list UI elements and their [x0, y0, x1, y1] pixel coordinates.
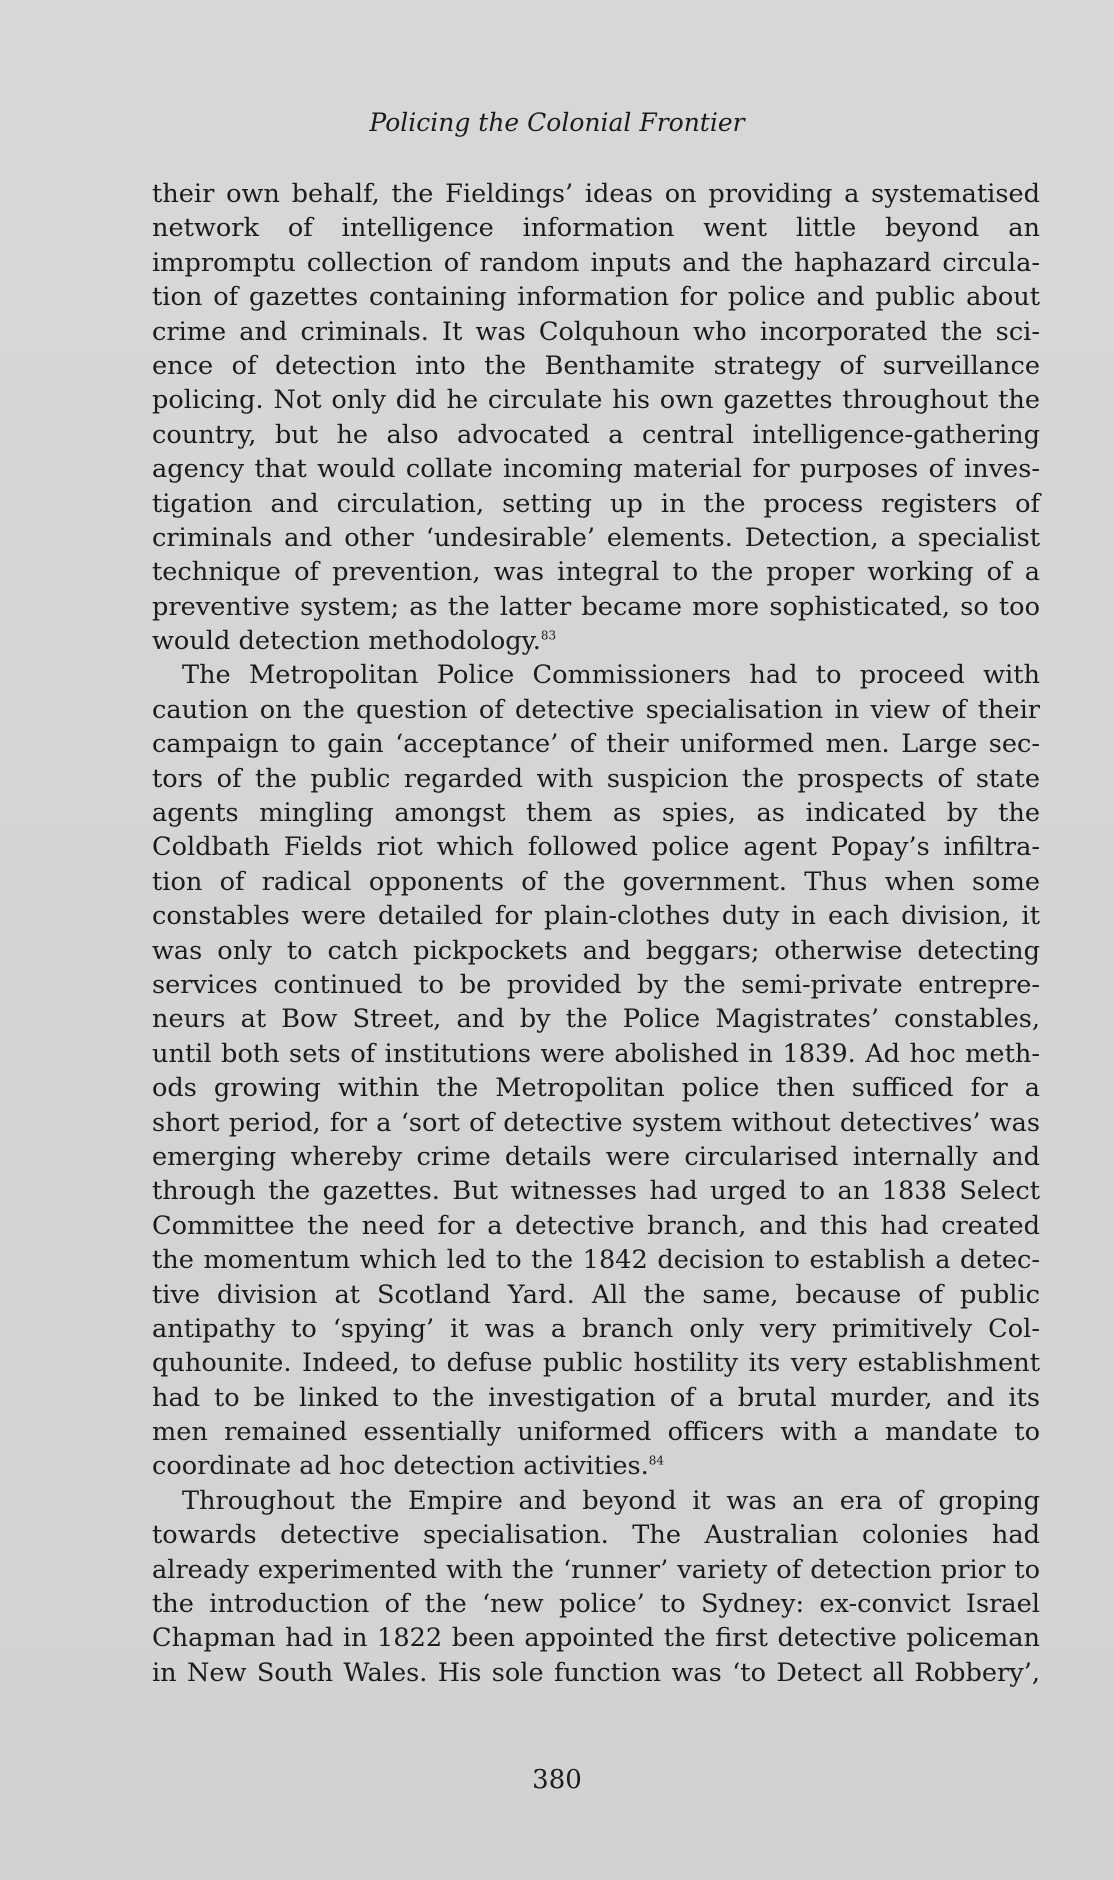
paragraph-3 [152, 1484, 1040, 1690]
text-line: was only to catch pickpockets and beggars; otherwise detecting [152, 935, 1040, 966]
text-line: already experimented with the ‘runner’ variety of detection prior to [152, 1554, 1040, 1585]
text-line: country, but he also advocated a central intelligence-gathering [152, 419, 1040, 450]
text-line: impromptu collection of random inputs and the haphazard circula- [152, 247, 1040, 278]
text-line: caution on the question of detective specialisation in view of their [152, 694, 1040, 725]
text-line: the introduction of the ‘new police’ to Sydney: ex-convict Israel [152, 1589, 1040, 1620]
text-line: services continued to be provided by the semi-private entrepre- [152, 969, 1040, 1000]
footnote-marker[interactable]: 84 [648, 1453, 665, 1468]
text-line: tion of gazettes containing information for police and public about [152, 282, 1040, 313]
text-line-last [152, 1449, 1040, 1483]
text-line: tors of the public regarded with suspicion the prospects of state [152, 763, 1040, 794]
text-line: campaign to gain ‘acceptance’ of their uniformed men. Large sec- [152, 729, 1040, 760]
text-line: crime and criminals. It was Colquhoun who incorporated the sci- [152, 316, 1040, 347]
text-line-first: The Metropolitan Police Commissioners had to proceed with [182, 660, 1040, 691]
text-line: towards detective specialisation. The Australian colonies had [152, 1520, 1040, 1551]
page-number: 380 [532, 1765, 582, 1795]
text-line: had to be linked to the investigation of a brutal murder, and its [152, 1382, 1040, 1413]
text-line: the momentum which led to the 1842 decision to establish a detec- [152, 1245, 1040, 1276]
text-line: Chapman had in 1822 been appointed the first detective policeman [152, 1623, 1040, 1654]
paragraph-1 [152, 177, 1040, 658]
text-line-content: would detection methodology. [152, 626, 541, 657]
text-line: preventive system; as the latter became more sophisticated, so too [152, 591, 1040, 622]
text-line: tive division at Scotland Yard. All the same, because of public [152, 1279, 1040, 1310]
text-line: Committee the need for a detective branch, and this had created [152, 1210, 1040, 1241]
text-line: emerging whereby crime details were circularised internally and [152, 1141, 1040, 1172]
text-line: antipathy to ‘spying’ it was a branch only very primitively Col- [152, 1313, 1040, 1344]
text-line: agency that would collate incoming material for purposes of inves- [152, 454, 1040, 485]
text-line: agents mingling amongst them as spies, as indicated by the [152, 798, 1040, 829]
text-line-content: coordinate ad hoc detection activities. [152, 1451, 649, 1482]
text-line: until both sets of institutions were abolished in 1839. Ad hoc meth- [152, 1038, 1040, 1069]
text-line: ods growing within the Metropolitan police then sufficed for a [152, 1073, 1040, 1104]
text-line: policing. Not only did he circulate his own gazettes throughout the [152, 385, 1040, 416]
text-line: criminals and other ‘undesirable’ elements. Detection, a specialist [152, 522, 1040, 553]
text-line: ence of detection into the Benthamite strategy of surveillance [152, 350, 1040, 381]
text-line: tion of radical opponents of the government. Thus when some [152, 866, 1040, 897]
text-line: tigation and circulation, setting up in the process registers of [152, 488, 1040, 519]
text-line: men remained essentially uniformed officers with a mandate to [152, 1417, 1040, 1448]
body-text [152, 177, 1040, 1690]
footnote-marker[interactable]: 83 [540, 628, 557, 643]
paragraph-2 [152, 658, 1040, 1483]
text-line: network of intelligence information went little beyond an [152, 213, 1040, 244]
text-line: in New South Wales. His sole function was ‘to Detect all Robbery’, [152, 1657, 1040, 1688]
text-line-first: Throughout the Empire and beyond it was an era of groping [182, 1485, 1040, 1516]
text-line: their own behalf, the Fieldings’ ideas on providing a systematised [152, 179, 1040, 209]
text-line: quhounite. Indeed, to defuse public hostility its very establishment [152, 1348, 1040, 1379]
running-head: Policing the Colonial Frontier [369, 108, 745, 137]
text-line: technique of prevention, was integral to the proper working of a [152, 557, 1040, 588]
text-line: neurs at Bow Street, and by the Police Magistrates’ constables, [152, 1004, 1040, 1035]
text-line: Coldbath Fields riot which followed police agent Popay’s infiltra- [152, 832, 1040, 863]
text-line-last [152, 624, 1040, 658]
text-line: short period, for a ‘sort of detective system without detectives’ was [152, 1107, 1040, 1138]
text-line: constables were detailed for plain-clothes duty in each division, it [152, 901, 1040, 932]
text-line: through the gazettes. But witnesses had urged to an 1838 Select [152, 1176, 1040, 1207]
